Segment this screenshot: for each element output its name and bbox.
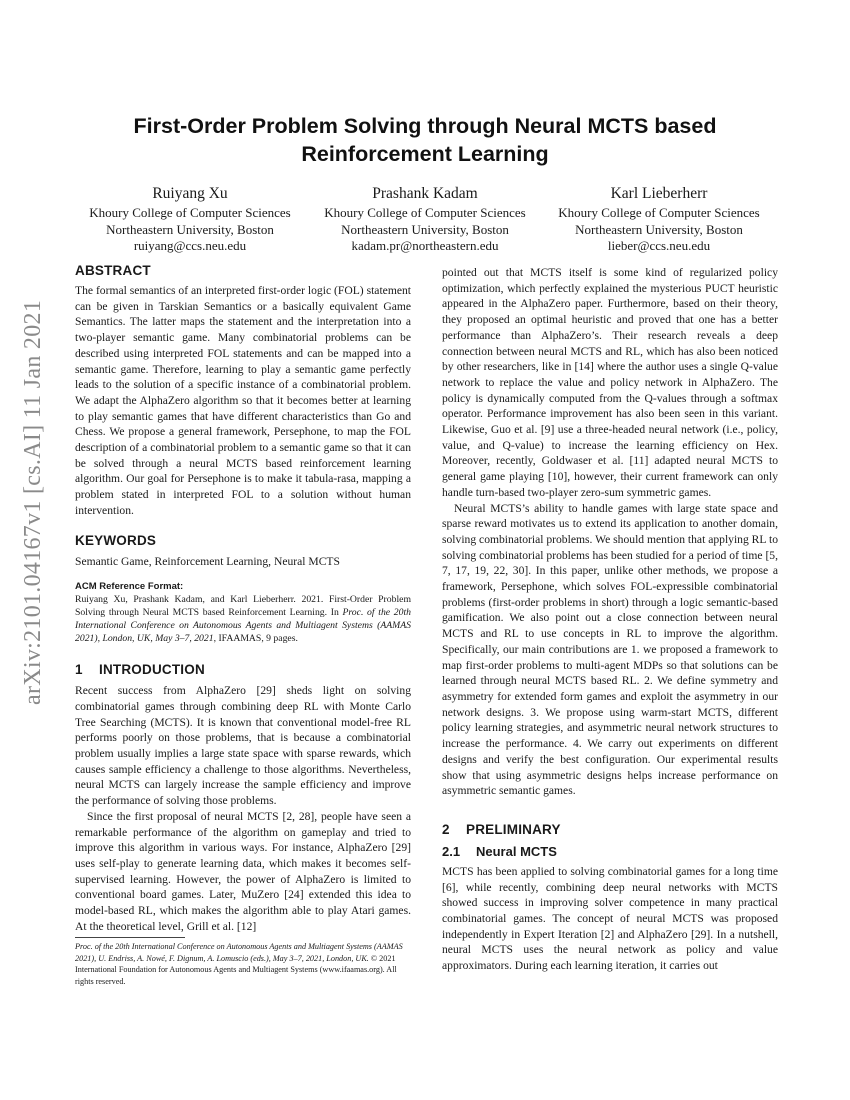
preliminary-heading	[442, 821, 778, 839]
acm-reference-heading: ACM Reference Format:	[75, 581, 184, 593]
author-3	[539, 183, 779, 255]
footnote-plain: © 2021 International Foundation for Autonomous Agents and Multiagent Systems (www.ifaamas.org). All rights reserved.	[75, 953, 397, 986]
right-paragraph-1: pointed out that MCTS itself is some kind of regularized policy optimization, which perfectly explained the mysterious PUCT heuristic appeared in the AlphaZero paper. Furthermore, based on their theory, they proposed an optimal heuristic and proved that one has a better performance than AlphaZero’s. Their research reveals a deep connection between neural MCTS and RL, which has also been noticed by other researchers, like in [14] where the author uses a single Q-value network to replace the value and policy network in AlphaZero. The policy is dynamically computed from the Q-values through a softmax operator. Performance improvement has also been seen in this variant. Likewise, Guo et al. [9] use a three-headed neural network (i.e., policy, value, and Q-value) to increase the learning efficiency on Hex. Moreover, recently, Goldwaser et al. [11] adapted neural MCTS to general game playing [10], however, their current framework can only handle turn-based two-player zero-sum symmetric games.	[442, 266, 778, 499]
keywords-heading: KEYWORDS	[75, 532, 157, 548]
author-email: kadam.pr@northeastern.edu	[351, 238, 499, 253]
acm-reference-text	[75, 593, 411, 645]
subsection-number: 2.1	[442, 843, 461, 859]
footnote-divider	[75, 937, 185, 938]
section-number: 2	[442, 821, 450, 837]
keywords-text: Semantic Game, Reinforcement Learning, Neural MCTS	[75, 554, 340, 568]
introduction-paragraph-2: Since the first proposal of neural MCTS [2, 28], people have seen a remarkable performance of the algorithm on gameplay and tried to improve this algorithm in various ways. For instance, AlphaZero [29] uses self-play to generate learning data, which makes it becomes self-supervised learning. However, the power of AlphaZero is limited to conventional board games. Later, MuZero [24] extended this idea to model-based RL, which makes the algorithm able to play Atari games. At the theoretical level, Grill et al. [12]	[75, 809, 411, 933]
author-institution: Northeastern University, Boston	[106, 221, 274, 237]
author-institution: Northeastern University, Boston	[341, 221, 509, 237]
acm-reference-italic: Proc. of the 20th International Conference on Autonomous Agents and Multiagent Systems (AAMAS 2021), London, UK, May 3–7, 2021	[75, 607, 411, 645]
acm-reference-plain: Ruiyang Xu, Prashank Kadam, and Karl Lieberherr. 2021. First-Order Problem Solving through Neural MCTS based Reinforcement Learning. In	[75, 594, 411, 619]
author-name: Karl Lieberherr	[610, 185, 708, 202]
right-paragraph-2: Neural MCTS’s ability to handle games with large state space and sparse reward motivates us to extend its application to another domain, solving combinatorial problems. We should mention that applying RL to solving combinatorial problems has been studied for a period of time [5, 7, 17, 19, 22, 30]. In this paper, unlike other methods, we propose a framework, Persephone, which solves FOL-expressible combinatorial problems (first-order problems in short) through a logic semantic-based gamification. We also point out a close connection between neural MCTS and RL to use concepts in RL to improve the algorithm. Specifically, our main contributions are 1. we proposed a framework to map first-order problems to multi-agent MDPs so that solutions can be learned through neural MCTS based RL. 2. We define symmetry and asymmetry for extended form games and exploit the asymmetry in our network designs. 3. We propose using warm-start MCTS, different policy learning strategies, and asymmetric neural network structures to increase the performance. 4. We carry out experiments on different designs and verify the best configuration. Our experimental results show that using asymmetric designs helps increase performance on asymmetric semantic games.	[442, 501, 778, 798]
paper-title: First-Order Problem Solving through Neural MCTS based Reinforcement Learning	[133, 114, 717, 166]
acm-reference-tail: , IFAAMAS, 9 pages.	[213, 633, 298, 645]
section-title: PRELIMINARY	[466, 821, 561, 837]
section-title: INTRODUCTION	[99, 662, 205, 678]
author-affiliation: Khoury College of Computer Sciences	[558, 205, 760, 220]
arxiv-identifier: arXiv:2101.04167v1 [cs.AI] 11 Jan 2021	[20, 299, 46, 705]
author-email: lieber@ccs.neu.edu	[607, 238, 711, 253]
abstract-text: The formal semantics of an interpreted first-order logic (FOL) statement can be given in Tarskian Semantics or a basically equivalent Game Semantics. The latter maps the statement and the interpretation into a two-player semantic game. Many combinatorial problems can be described using interpreted FOL statements and can be mapped into a semantic game. Therefore, learning to play a semantic game perfectly leads to the solution of a specific instance of a combinatorial problem. We adapt the AlphaZero algorithm so that it becomes better at learning to play semantic games that have different characteristics than Go and Chess. We propose a general framework, Persephone, to map the FOL description of a combinatorial problem to a semantic game so that it can be solved through a neural MCTS based reinforcement learning algorithm. Our goal for Persephone is to make it tabula-rasa, mapping a problem stated in interpreted FOL to a solution without human intervention.	[75, 284, 411, 517]
author-institution: Northeastern University, Boston	[575, 221, 743, 237]
author-email: ruiyang@ccs.neu.edu	[133, 238, 247, 253]
preliminary-paragraph-1: MCTS has been applied to solving combinatorial games for a long time [6], while recently, combining deep neural networks with MCTS showed success in improving solver competence in many practical combinatorial games. The concept of neural MCTS was proposed independently in Expert Iteration [2] and AlphaZero [29]. In a nutshell, neural MCTS uses the neural network as policy and value approximators. During each learning iteration, it carries out	[442, 864, 778, 973]
right-column	[442, 265, 778, 974]
subsection-title: Neural MCTS	[476, 843, 557, 859]
footnote	[75, 941, 411, 987]
author-2	[305, 183, 545, 255]
introduction-paragraph-1: Recent success from AlphaZero [29] sheds light on solving combinatorial games through combining deep RL with Monte Carlo Tree Searching (MCTS). It is known that conventional model-free RL performs poorly on those problems, that is because a combinatorial problem usually implies a large state space with sparse rewards, which causes sample efficiency a challenge to those algorithms. Nevertheless, neural MCTS can largely increase the sample efficiency and improve the performance of solving those problems.	[75, 684, 411, 808]
author-affiliation: Khoury College of Computer Sciences	[89, 205, 291, 220]
abstract-heading: ABSTRACT	[75, 263, 151, 278]
section-number: 1	[75, 662, 83, 678]
author-affiliation: Khoury College of Computer Sciences	[324, 205, 526, 220]
author-name: Prashank Kadam	[372, 185, 478, 202]
introduction-heading	[75, 661, 411, 679]
neural-mcts-subheading	[442, 843, 778, 861]
author-1	[70, 183, 310, 255]
author-name: Ruiyang Xu	[152, 185, 228, 202]
left-column	[75, 262, 411, 935]
footnote-italic: Proc. of the 20th International Conference on Autonomous Agents and Multiagent Systems (AAMAS 2021), U. Endriss, A. Nowé, F. Dignum, A. Lomuscio (eds.), May 3–7, 2021, London, UK.	[75, 942, 403, 963]
